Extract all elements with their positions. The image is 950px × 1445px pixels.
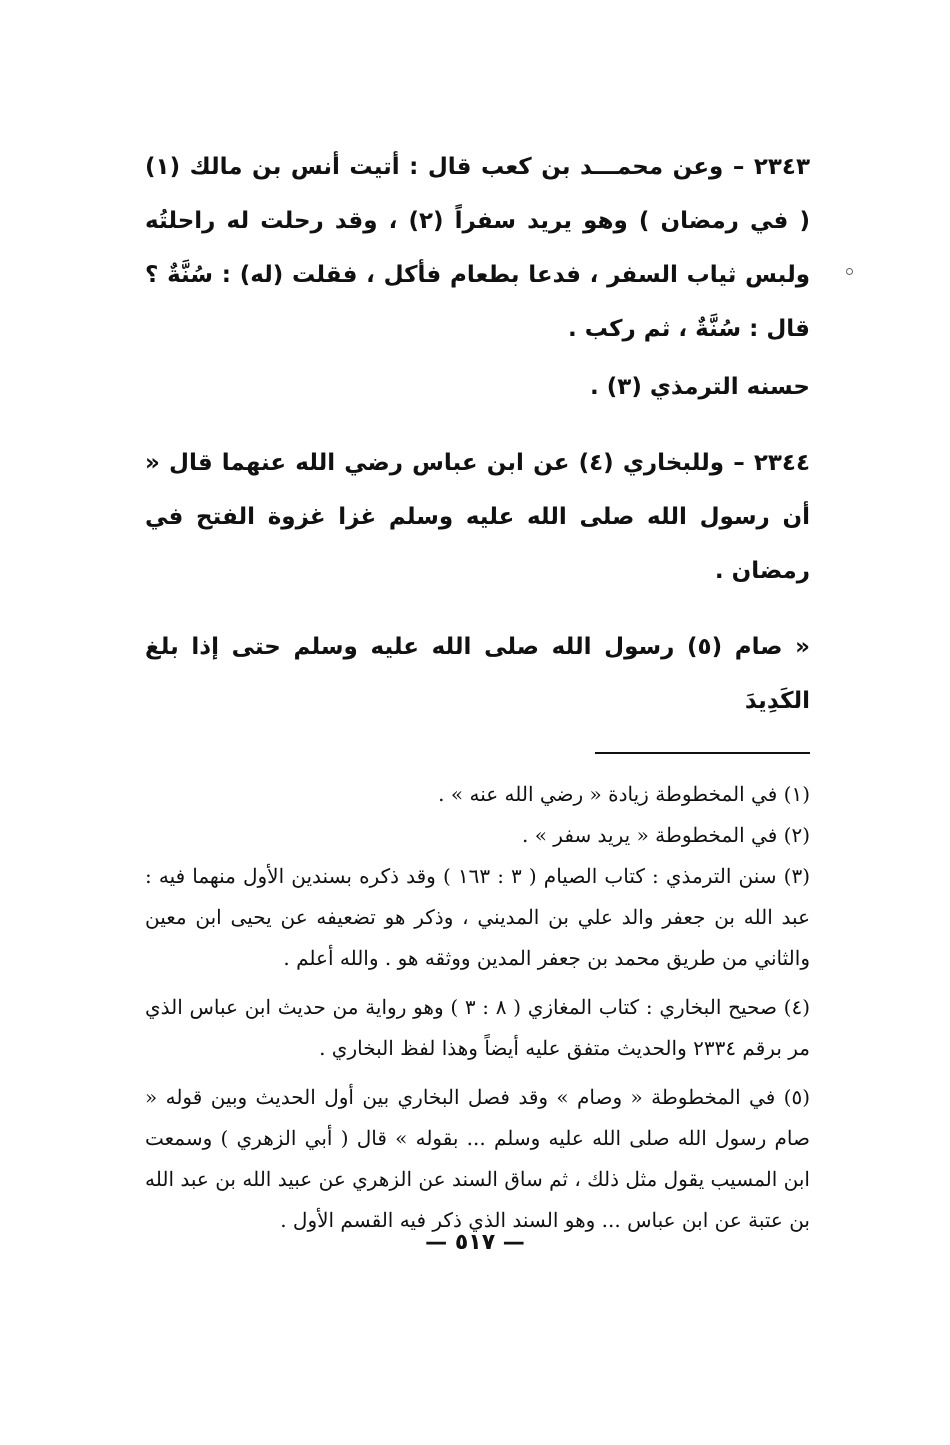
footnote-1: (١) في المخطوطة زيادة « رضي الله عنه » . (438, 782, 810, 806)
footnote-separator (595, 752, 810, 754)
footnote-5: (٥) في المخطوطة « وصام » وقد فصل البخاري بين أول الحديث وبين قوله « صام رسول الله صلى الله عليه وسلم ... بقوله » قال ( أبي الزهري ) وسمعت ابن المسيب يقول مثل ذلك ، ثم ساق السند عن الزهري عن عبيد الله بن عبد الله بن عتبة عن ابن عباس ... وهو السند الذي ذكر فيه القسم الأول . (145, 1085, 810, 1232)
hadith-2343: ٢٣٤٣ – وعن محمـــد بن كعب قال : أتيت أنس بن مالك (١) ( في رمضان ) وهو يريد سفراً (٢) ، وقد رحلت له راحلتُه ولبس ثياب السفر ، فدعا بطعام فأكل ، فقلت (له) : سُنَّةٌ ؟ قال : سُنَّةٌ ، ثم ركب . (145, 154, 810, 342)
page-body (145, 140, 810, 1241)
footnote-2: (٢) في المخطوطة « يريد سفر » . (521, 823, 810, 847)
hadith-2343-grading: حسنه الترمذي (٣) . (590, 374, 810, 400)
hadith-2344: ٢٣٤٤ – وللبخاري (٤) عن ابن عباس رضي الله عنهما قال « أن رسول الله صلى الله عليه وسلم غزا غزوة الفتح في رمضان . (145, 450, 810, 584)
main-text (145, 140, 810, 728)
stray-mark (846, 268, 853, 275)
footnotes (145, 774, 810, 1241)
footnote-3: (٣) سنن الترمذي : كتاب الصيام ( ٣ : ١٦٣ ) وقد ذكره بسندين الأول منهما فيه : عبد الله بن جعفر والد علي بن المديني ، وذكر هو تضعيفه عن يحيى ابن معين والثاني من طريق محمد بن جعفر المدين ووثقه هو . والله أعلم . (145, 864, 811, 970)
hadith-2344-continued: « صام (٥) رسول الله صلى الله عليه وسلم حتى إذا بلغ الكَدِيدَ (145, 634, 810, 714)
page-number: — ٥١٧ — (425, 1230, 525, 1255)
footnote-4: (٤) صحيح البخاري : كتاب المغازي ( ٨ : ٣ ) وهو رواية من حديث ابن عباس الذي مر برقم ٢٣٣٤ والحديث متفق عليه أيضاً وهذا لفظ البخاري . (145, 995, 810, 1060)
